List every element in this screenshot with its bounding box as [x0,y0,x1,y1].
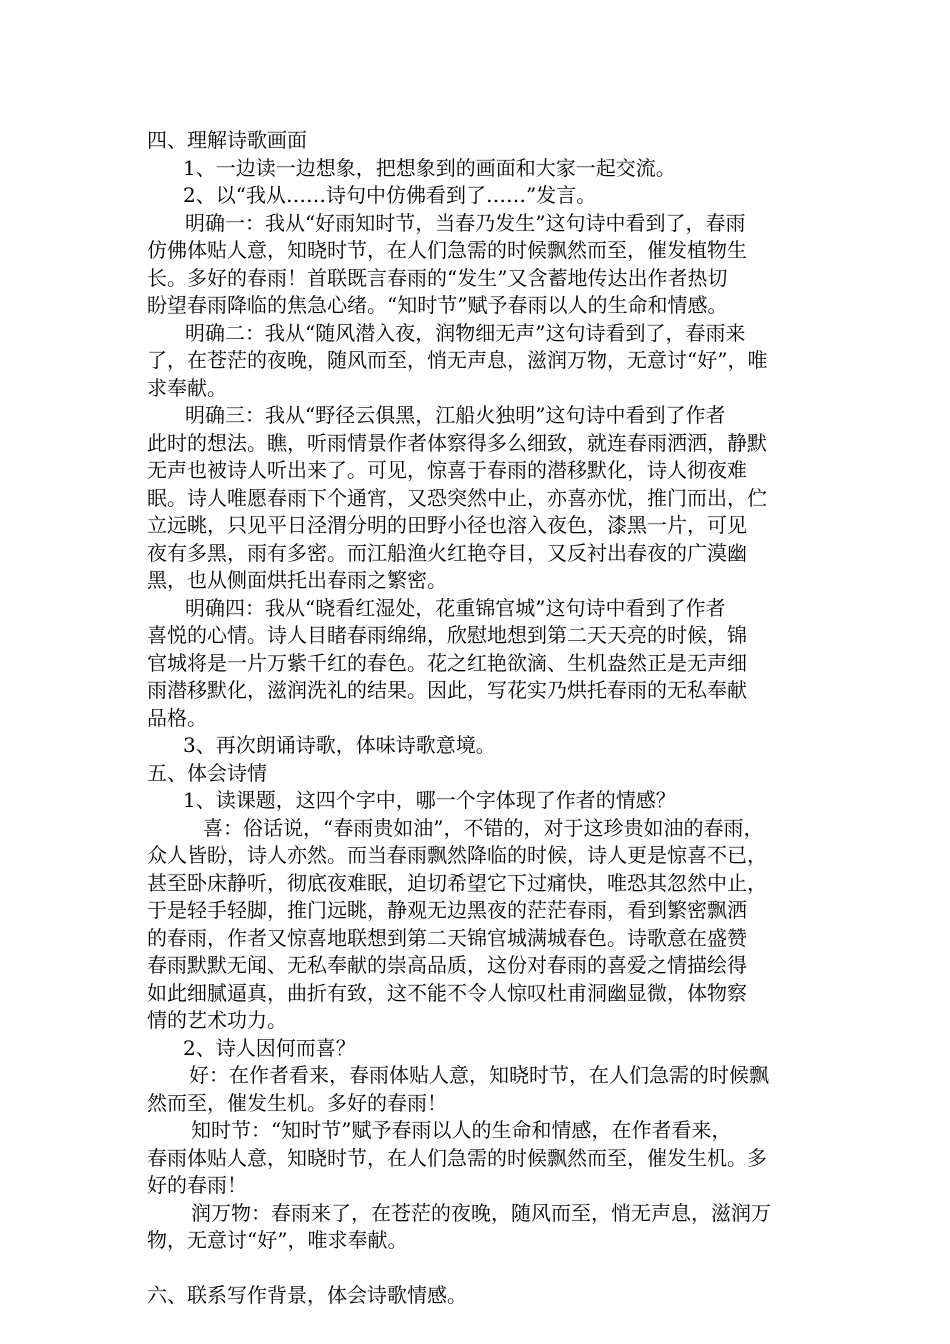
paragraph-line: 了，在苍茫的夜晚，随风而至，悄无声息，滋润万物，无意讨“好”，唯 [147,348,768,372]
blank-line [147,1255,819,1283]
paragraph-line: 无声也被诗人听出来了。可见，惊喜于春雨的潜移默化，诗人彻夜难 [147,458,747,482]
paragraph-line: 明确四：我从“晓看红湿处，花重锦官城”这句诗中看到了作者 [185,595,726,620]
paragraph-line: 的春雨，作者又惊喜地联想到第二天锦官城满城春色。诗歌意在盛赞 [147,925,747,950]
paragraph-line: 仿佛体贴人意，知晓时节，在人们急需的时候飘然而至，催发植物生 [147,238,747,262]
paragraph-line: 甚至卧床静听，彻底夜难眠，迫切希望它下过痛快，唯恐其忽然中止， [147,870,767,895]
paragraph-line: 于是轻手轻脚，推门远眺，静观无边黑夜的茫茫春雨，看到繁密飘洒 [147,898,747,922]
paragraph-line: 喜悦的心情。诗人目睹春雨绵绵，欣慰地想到第二天天亮的时候，锦 [147,623,747,647]
paragraph-line: 情的艺术功力。 [147,1008,287,1032]
list-item: 1、一边读一边想象，把想象到的画面和大家一起交流。 [183,155,676,180]
paragraph-line: 春雨默默无闻、无私奉献的崇高品质，这份对春雨的喜爱之情描绘得 [147,953,747,977]
list-item: 3、再次朗诵诗歌，体味诗歌意境。 [183,733,496,757]
paragraph-line: 明确三：我从“野径云俱黑，江船火独明”这句诗中看到了作者 [185,403,726,427]
paragraph-line: 此时的想法。瞧，听雨情景作者体察得多么细致，就连春雨洒洒，静默 [147,430,767,455]
section-heading-6: 六、联系写作背景，体会诗歌情感。 [147,1283,467,1307]
paragraph-line: 眠。诗人唯愿春雨下个通宵，又恐突然中止，亦喜亦忧，推门而出，伫 [147,485,767,510]
section-heading-5: 五、体会诗情 [147,760,267,785]
paragraph-line: 求奉献。 [147,375,227,400]
paragraph-line: 雨潜移默化，滋润洗礼的结果。因此，写花实乃烘托春雨的无私奉献 [147,678,747,702]
paragraph-line: 知时节：“知时节”赋予春雨以人的生命和情感，在作者看来， [191,1118,732,1142]
paragraph-line: 好：在作者看来，春雨体贴人意，知晓时节，在人们急需的时候飘 [189,1063,769,1087]
paragraph-line: 众人皆盼，诗人亦然。而当春雨飘然降临的时候，诗人更是惊喜不已， [147,843,767,867]
paragraph-line: 好的春雨！ [147,1173,247,1197]
paragraph-line: 润万物：春雨来了，在苍茫的夜晚，随风而至，悄无声息，滋润万 [191,1200,771,1225]
paragraph-line: 品格。 [147,705,207,730]
paragraph-line: 如此细腻逼真，曲折有致，这不能不令人惊叹杜甫洞幽显微，体物察 [147,980,747,1005]
section-heading-4: 四、理解诗歌画面 [147,128,307,152]
paragraph-line: 明确二：我从“随风潜入夜，润物细无声”这句诗看到了，春雨来 [185,320,746,345]
paragraph-line: 黑，也从侧面烘托出春雨之繁密。 [147,568,447,592]
paragraph-line: 盼望春雨降临的焦急心绪。“知时节”赋予春雨以人的生命和情感。 [147,293,728,317]
paragraph-line: 明确一：我从“好雨知时节，当春乃发生”这句诗中看到了，春雨 [185,210,746,235]
list-item: 1、读课题，这四个字中，哪一个字体现了作者的情感？ [183,788,676,812]
paragraph-line: 夜有多黑，雨有多密。而江船渔火红艳夺目，又反衬出春夜的广漠幽 [147,540,747,565]
paragraph-line: 物，无意讨“好”，唯求奉献。 [147,1228,408,1252]
paragraph-line: 然而至，催发生机。多好的春雨！ [147,1090,447,1115]
document-page [147,127,819,1310]
paragraph-line: 官城将是一片万紫千红的春色。花之红艳欲滴、生机盎然正是无声细 [147,650,747,675]
paragraph-line: 喜：俗话说，“春雨贵如油”，不错的，对于这珍贵如油的春雨， [203,815,764,840]
paragraph-line: 春雨体贴人意，知晓时节，在人们急需的时候飘然而至，催发生机。多 [147,1145,767,1170]
paragraph-line: 立远眺，只见平日泾渭分明的田野小径也溶入夜色，漆黑一片，可见 [147,513,747,537]
list-item: 2、诗人因何而喜？ [183,1035,356,1060]
list-item: 2、以“我从……诗句中仿佛看到了……”发言。 [183,183,597,207]
paragraph-line: 长。多好的春雨！首联既言春雨的“发生”又含蓄地传达出作者热切 [147,265,728,290]
